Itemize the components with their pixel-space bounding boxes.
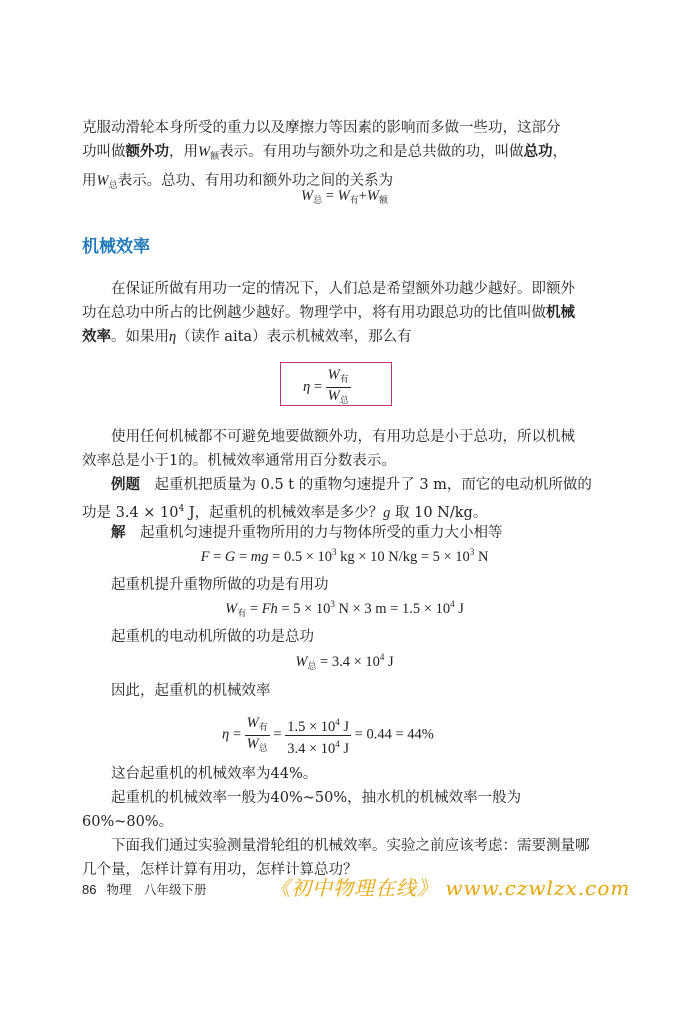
numerator <box>285 714 351 736</box>
equals: = <box>235 548 251 565</box>
subscript: 有 <box>258 721 268 732</box>
symbol-w: W <box>301 188 314 204</box>
text: N × 3 m = 1.5 × 10 <box>334 600 451 617</box>
para2-line2 <box>82 301 607 325</box>
solution-label: 解 <box>111 524 126 541</box>
efficiency-formula-box <box>280 362 392 406</box>
equation-force <box>82 547 607 566</box>
symbol-w: W <box>96 173 109 189</box>
paragraph-1 <box>82 116 607 198</box>
solution-line4 <box>82 679 607 703</box>
text: 取 10 N/kg。 <box>390 504 488 521</box>
example <box>82 473 607 525</box>
text: 因此，起重机的机械效率 <box>111 683 271 699</box>
para4-line2: 起重机的机械效率一般为40%~50%，抽水机的机械效率一般为60%~80%。 <box>82 790 522 830</box>
para4-line4: 几个量，怎样计算有用功，怎样计算总功？ <box>82 862 358 878</box>
exponent: 4 <box>335 717 340 727</box>
symbol-eta: η <box>303 378 311 395</box>
subscript: 总 <box>307 660 317 671</box>
paragraph-4 <box>82 762 607 882</box>
symbol-g: g <box>383 504 391 521</box>
para4-line1: 这台起重机的机械效率为44%。 <box>111 766 318 782</box>
symbol-w: W <box>295 653 308 670</box>
symbol-w: W <box>327 367 340 383</box>
term-extra-work: 额外功 <box>125 143 169 160</box>
exponent: 3 <box>469 547 475 557</box>
symbol-f: F <box>200 548 210 565</box>
text: J，起重机的机械效率是多少？ <box>184 504 384 521</box>
symbol-w: W <box>327 388 340 404</box>
paragraph-3 <box>82 425 607 473</box>
denominator <box>285 736 351 757</box>
text: = 0.5 × 10 <box>268 548 333 565</box>
equals: = <box>209 548 225 565</box>
equals: = <box>229 726 245 743</box>
equals: = <box>246 600 262 617</box>
equals: = <box>325 188 338 204</box>
numerator <box>245 715 270 736</box>
denominator <box>326 388 351 408</box>
para3-line1: 使用任何机械都不可避免地要做额外功，有用功总是小于总功，所以机械 <box>111 429 575 445</box>
text: = 5 × 10 <box>277 600 331 617</box>
equation-useful-work <box>82 599 607 619</box>
page-number: 86 <box>82 882 97 897</box>
text: 起重机把质量为 0.5 t 的重物匀速提升了 3 m，而它的电动机所做的 <box>140 477 592 493</box>
section-heading: 机械效率 <box>82 237 150 257</box>
text: 起重机匀速提升重物所用的力与物体所受的重力大小相等 <box>125 525 503 541</box>
term-total-work: 总功 <box>523 143 553 160</box>
exponent: 3 <box>332 547 337 557</box>
solution-line2 <box>82 573 607 597</box>
equation-work-sum <box>82 188 607 206</box>
solution-line1 <box>82 521 607 545</box>
symbol-w: W <box>225 600 238 617</box>
text: ， <box>552 144 568 160</box>
text: ，用 <box>169 144 198 160</box>
symbol-w: W <box>246 714 259 731</box>
numerator <box>326 367 351 388</box>
para2-line3 <box>82 325 607 349</box>
para1-line2 <box>82 140 607 169</box>
solution-line3 <box>82 625 607 649</box>
symbol-fh: Fh <box>261 600 278 617</box>
symbol-w: W <box>246 735 259 752</box>
page-footer <box>82 880 206 898</box>
symbol-mg: mg <box>250 548 269 565</box>
term-efficiency: 效率 <box>82 328 111 345</box>
text: 用 <box>82 173 97 189</box>
subscript: 额 <box>378 195 388 205</box>
exponent: 4 <box>450 599 455 609</box>
term-efficiency: 机械 <box>546 304 575 321</box>
formula <box>303 367 351 408</box>
para3-line2: 效率总是小于1的。机械效率通常用百分数表示。 <box>82 453 396 469</box>
subscript: 有 <box>349 195 359 205</box>
symbol-w: W <box>337 188 350 204</box>
para4-line3: 下面我们通过实验测量滑轮组的机械效率。实验之前应该考虑：需要测量哪 <box>111 838 590 854</box>
text: N <box>474 548 489 565</box>
equals: = <box>313 378 323 395</box>
para1-line1: 克服动滑轮本身所受的重力以及摩擦力等因素的影响而多做一些功，这部分 <box>82 120 561 136</box>
subscript: 总 <box>258 742 268 753</box>
fraction-numeric <box>285 714 351 757</box>
text: 1.5 × 10 <box>287 718 336 735</box>
para2-line1: 在保证所做有用功一定的情况下，人们总是希望额外功越少越好。即额外 <box>111 281 575 297</box>
paragraph-2 <box>82 277 607 349</box>
plus: + <box>358 188 367 204</box>
exponent: 3 <box>330 599 335 609</box>
text: J <box>339 740 350 757</box>
equals: = <box>269 726 286 743</box>
symbol-eta: η <box>222 726 230 743</box>
subscript: 额 <box>210 152 220 162</box>
text: 。如果用 <box>111 329 169 345</box>
watermark: 《初中物理在线》 www.czwlzx.com <box>270 876 631 900</box>
exponent: 4 <box>379 652 385 662</box>
text: 表示。有用功与额外功之和是总共做的功，叫做 <box>219 144 524 160</box>
subscript: 总 <box>108 181 118 191</box>
fraction <box>326 367 351 408</box>
fraction-symbolic <box>245 715 270 756</box>
example-line1 <box>82 473 607 497</box>
result: = 0.44 = 44% <box>351 726 434 743</box>
text: 起重机提升重物所做的功是有用功 <box>111 577 329 593</box>
text: 功是 3.4 × 10 <box>82 504 179 521</box>
text: J <box>454 600 464 617</box>
text: J <box>339 718 350 735</box>
equation-efficiency <box>222 714 434 757</box>
subscript: 有 <box>339 374 349 384</box>
text: 3.4 × 10 <box>287 740 336 757</box>
equation-total-work <box>82 652 607 672</box>
text: 表示。总功、有用功和额外功之间的关系为 <box>117 173 394 189</box>
symbol-g-weight: G <box>224 548 236 565</box>
text: J <box>384 653 394 670</box>
text: = 3.4 × 10 <box>316 653 380 670</box>
symbol-w: W <box>198 144 211 160</box>
subscript: 总 <box>339 395 349 405</box>
subscript: 有 <box>237 607 247 618</box>
text: 功在总功中所占的比例越少越好。物理学中，将有用功跟总功的比值叫做 <box>82 305 546 321</box>
text: kg × 10 N/kg = 5 × 10 <box>336 548 470 565</box>
symbol-w: W <box>366 188 379 204</box>
exponent: 4 <box>335 738 340 749</box>
exponent: 4 <box>178 504 185 514</box>
subscript: 总 <box>313 195 323 205</box>
book-title: 物理 八年级下册 <box>106 882 207 897</box>
symbol-eta: η <box>169 329 177 345</box>
text: 功叫做 <box>82 144 126 160</box>
denominator <box>245 736 270 756</box>
text: （读作 aita）表示机械效率，那么有 <box>176 329 412 345</box>
text: 起重机的电动机所做的功是总功 <box>111 629 314 645</box>
example-label: 例题 <box>111 476 140 493</box>
